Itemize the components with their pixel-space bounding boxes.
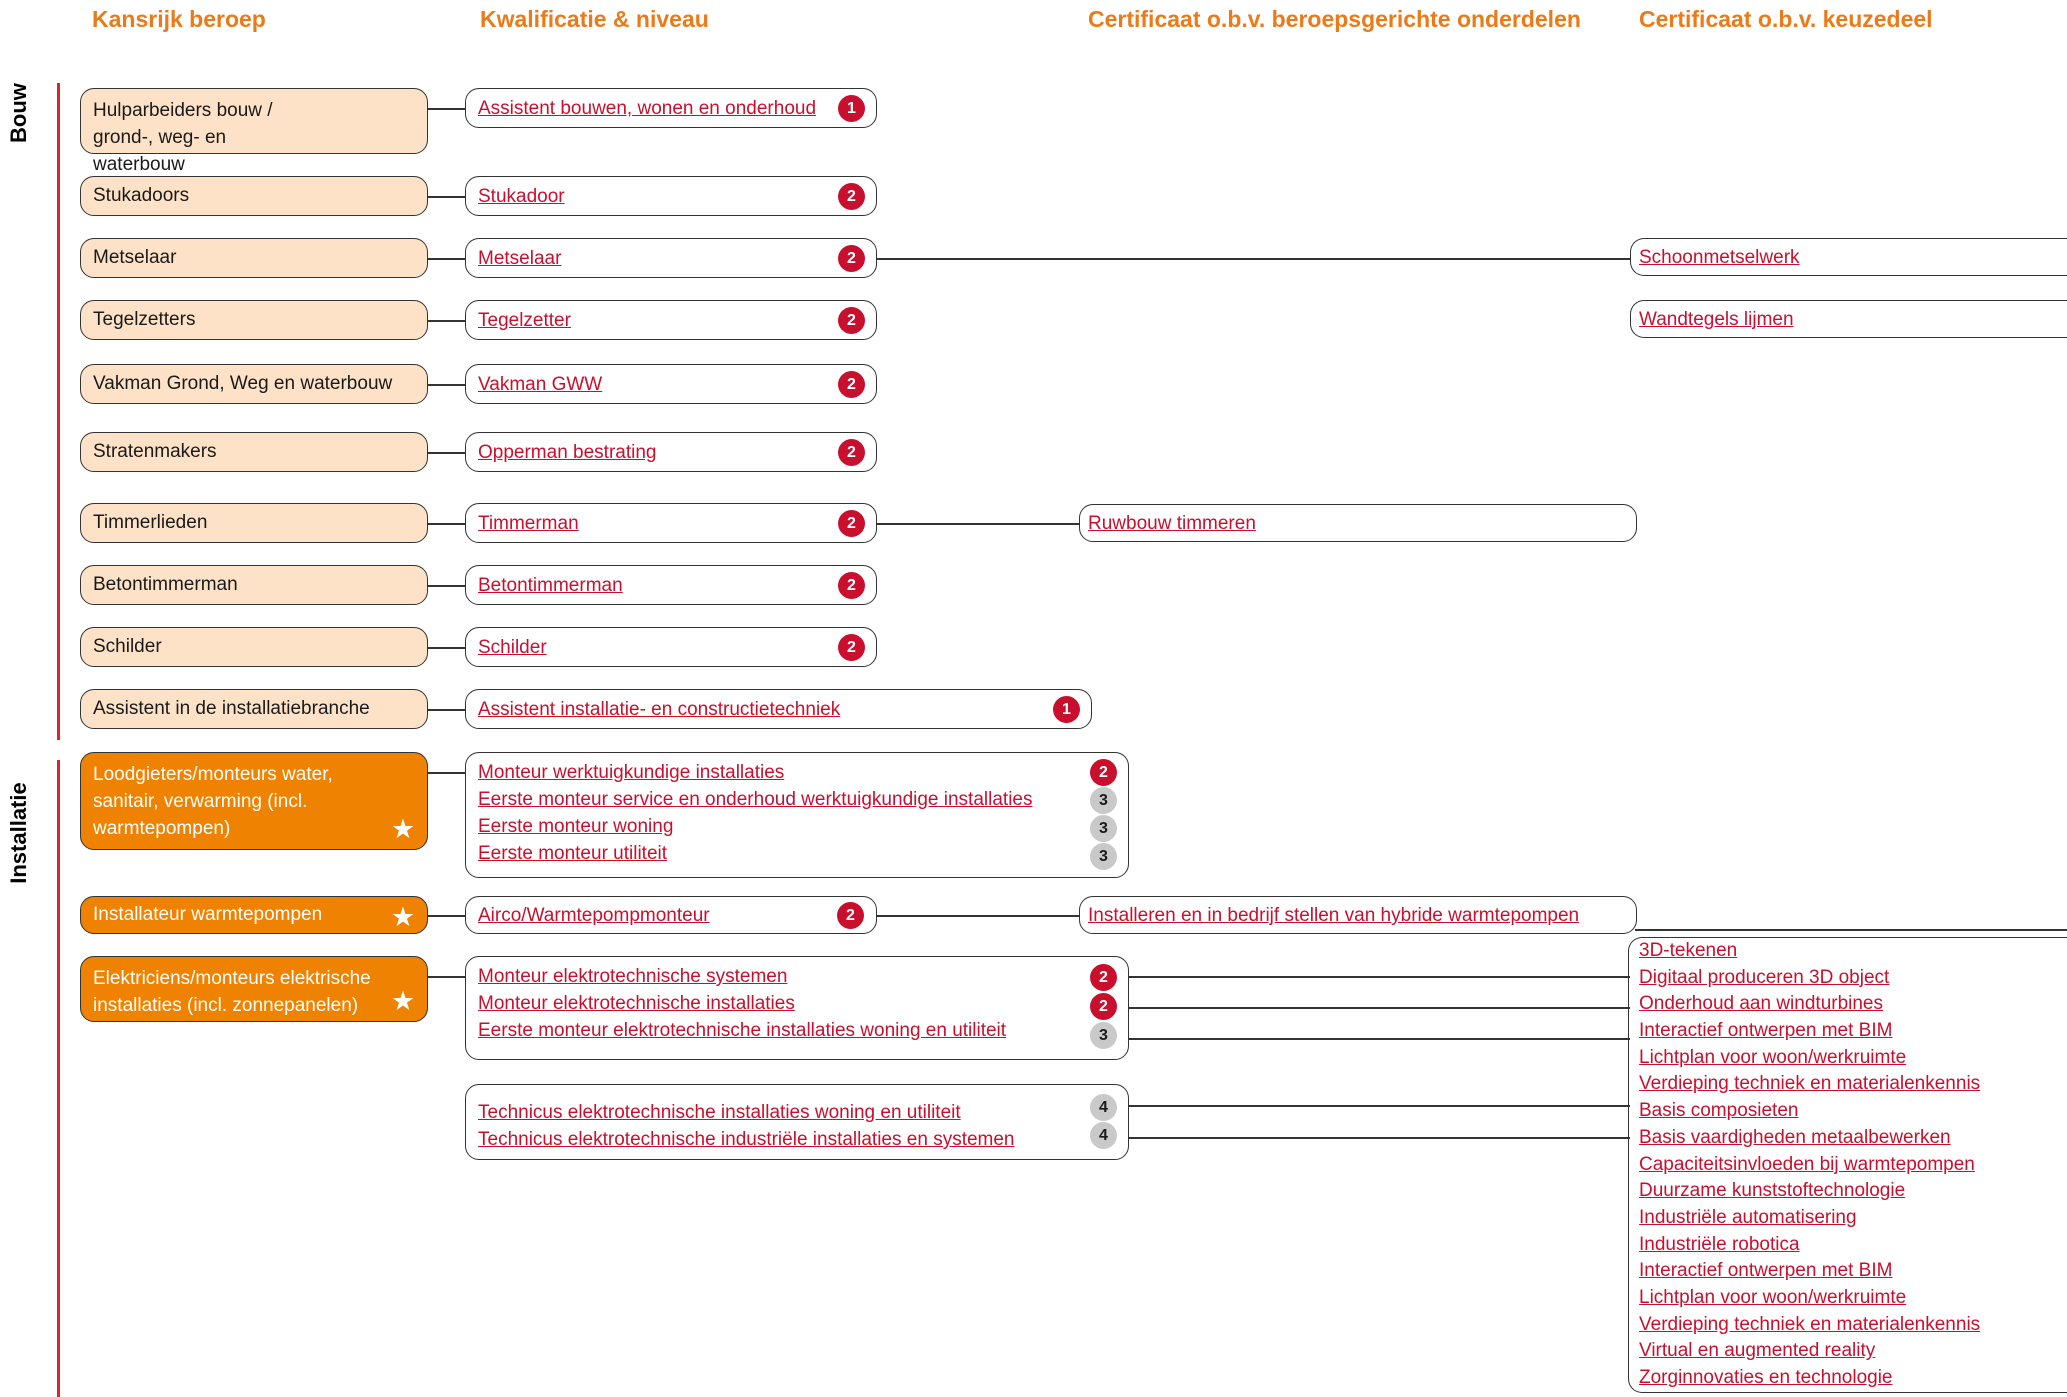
niveau-badge: 2 <box>838 371 865 398</box>
keuzedeel-link[interactable]: Industriële automatisering <box>1639 1206 1857 1228</box>
list-item <box>1639 1258 2067 1285</box>
kwalificatie-link[interactable]: Timmerman <box>478 513 579 534</box>
kwalificatie-link[interactable]: Betontimmerman <box>478 575 623 596</box>
niveau-badge: 2 <box>1090 964 1117 991</box>
list-item <box>1639 1018 2067 1045</box>
beroep-timmerlieden <box>80 503 428 543</box>
keuzedeel-link[interactable]: Duurzame kunststoftechnologie <box>1639 1180 1906 1202</box>
kwalificatie-item <box>478 245 864 272</box>
beroep-label: Tegelzetters <box>93 309 196 330</box>
kwalificatie-item <box>478 1126 1116 1153</box>
kwalificatie-item <box>478 371 864 398</box>
kwalificatie-box <box>465 432 877 472</box>
beroep-assistent-installatiebranche <box>80 689 428 729</box>
beroep-tegelzetters <box>80 300 428 340</box>
connector-line <box>428 647 465 649</box>
beroep-label: Loodgieters/monteurs water, sanitair, verwarming (incl. warmtepompen) <box>93 764 333 839</box>
kwalificatie-link[interactable]: Stukadoor <box>478 186 565 207</box>
kwalificatie-box <box>465 238 877 278</box>
kwalificatie-link[interactable]: Assistent bouwen, wonen en onderhoud <box>478 98 817 119</box>
header-kwalificatie-niveau: Kwalificatie & niveau <box>480 6 709 32</box>
kwalificatie-box <box>465 300 877 340</box>
header-kansrijk-beroep: Kansrijk beroep <box>92 6 266 32</box>
niveau-badge: 2 <box>1090 759 1117 786</box>
connector-line <box>428 258 465 260</box>
kwalificatie-link[interactable]: Schilder <box>478 637 547 658</box>
kwalificatie-item <box>478 510 864 537</box>
header-certificaat-keuzedeel: Certificaat o.b.v. keuzedeel <box>1639 6 1933 32</box>
niveau-badge: 2 <box>838 245 865 272</box>
keuzedeel-link[interactable]: Digitaal produceren 3D object <box>1639 966 1890 988</box>
connector-line <box>1127 1007 1630 1009</box>
keuzedeel-link[interactable]: Lichtplan voor woon/werkruimte <box>1639 1286 1907 1308</box>
beroep-label: Betontimmerman <box>93 574 238 595</box>
keuzedeel-link[interactable]: Interactief ontwerpen met BIM <box>1639 1020 1893 1042</box>
certificaat-beroepsgericht-box <box>1079 504 1637 542</box>
beroep-betontimmerman <box>80 565 428 605</box>
kwalificatie-box <box>465 565 877 605</box>
kwalificatie-box <box>465 752 1129 878</box>
kwalificatie-item <box>478 840 1116 867</box>
beroep-vakman-gww <box>80 364 428 404</box>
kwalificatie-item <box>478 307 864 334</box>
connector-line <box>428 915 465 917</box>
kwalificatie-item <box>478 696 1079 723</box>
connector-line <box>877 523 1079 525</box>
star-icon: ★ <box>390 986 416 1016</box>
kwalificatie-item <box>478 1017 1116 1044</box>
connector-line <box>428 976 465 978</box>
niveau-badge: 2 <box>838 572 865 599</box>
beroep-metselaar <box>80 238 428 278</box>
niveau-badge: 3 <box>1090 815 1117 842</box>
certificaat-link[interactable]: Installeren en in bedrijf stellen van hybride warmtepompen <box>1088 905 1580 926</box>
kwalificatie-item <box>478 183 864 210</box>
list-item <box>1639 1312 2067 1339</box>
beroep-hulparbeiders-bouw <box>80 88 428 175</box>
keuzedeel-link[interactable]: Basis vaardigheden metaalbewerken <box>1639 1126 1951 1148</box>
niveau-badge: 3 <box>1090 1022 1117 1049</box>
kwalificatie-box <box>465 88 877 128</box>
niveau-badge: 4 <box>1090 1094 1117 1121</box>
beroep-label: Elektriciens/monteurs elektrische installaties (incl. zonnepanelen) <box>93 968 371 1016</box>
niveau-badge: 3 <box>1090 843 1117 870</box>
beroep-installateur-warmtepompen <box>80 896 428 934</box>
kwalificatie-link[interactable]: Opperman bestrating <box>478 442 657 463</box>
kwalificatie-link[interactable]: Eerste monteur woning <box>478 816 674 837</box>
connector-line <box>428 452 465 454</box>
kwalificatie-link[interactable]: Monteur elektrotechnische systemen <box>478 966 788 987</box>
keuzedelen-list <box>1628 937 2067 1393</box>
kwalificatie-link[interactable]: Monteur elektrotechnische installaties <box>478 993 795 1014</box>
beroep-label: Hulparbeiders bouw / grond-, weg- en waterbouw <box>93 100 273 175</box>
kwalificatie-item <box>478 963 1116 990</box>
beroep-stukadoors <box>80 176 428 216</box>
connector-line <box>428 196 465 198</box>
kwalificatie-item <box>478 990 1116 1017</box>
kwalificatie-box <box>465 956 1129 1060</box>
niveau-badge: 2 <box>838 634 865 661</box>
kwalificatie-link[interactable]: Technicus elektrotechnische industriële installaties en systemen <box>478 1129 1015 1150</box>
keuzedeel-link[interactable]: Verdieping techniek en materialenkennis <box>1639 1313 1981 1335</box>
kwalificatie-box <box>465 503 877 543</box>
niveau-badge: 2 <box>838 510 865 537</box>
connector-line <box>1127 1105 1630 1107</box>
keuzedeel-link[interactable]: Capaciteitsinvloeden bij warmtepompen <box>1639 1153 1975 1175</box>
connector-line <box>1635 929 2067 931</box>
beroep-label: Timmerlieden <box>93 512 208 533</box>
list-item <box>1639 1178 2067 1205</box>
list-item <box>1639 1125 2067 1152</box>
niveau-badge: 2 <box>1090 993 1117 1020</box>
kwalificatie-link[interactable]: Metselaar <box>478 248 562 269</box>
certificaat-link[interactable]: Schoonmetselwerk <box>1639 247 1800 268</box>
beroep-label: Vakman Grond, Weg en waterbouw <box>93 373 393 394</box>
list-item <box>1639 1152 2067 1179</box>
beroep-stratenmakers <box>80 432 428 472</box>
kwalificatie-link[interactable]: Airco/Warmtepompmonteur <box>478 905 710 926</box>
list-item <box>1639 1285 2067 1312</box>
kwalificatie-item <box>478 813 1116 840</box>
certificaat-link[interactable]: Wandtegels lijmen <box>1639 309 1794 330</box>
kwalificatie-link[interactable]: Tegelzetter <box>478 310 571 331</box>
keuzedeel-link[interactable]: Onderhoud aan windturbines <box>1639 993 1884 1015</box>
kwalificatie-link[interactable]: Eerste monteur service en onderhoud werktuigkundige installaties <box>478 789 1033 810</box>
connector-line <box>877 258 1630 260</box>
star-icon: ★ <box>390 902 416 932</box>
beroep-label: Stukadoors <box>93 185 190 206</box>
kwalificatie-item <box>478 95 864 122</box>
beroep-label: Schilder <box>93 636 162 657</box>
connector-line <box>428 320 465 322</box>
connector-line <box>428 772 465 774</box>
keuzedeel-link[interactable]: Basis composieten <box>1639 1100 1799 1122</box>
keuzedeel-link[interactable]: Interactief ontwerpen met BIM <box>1639 1260 1893 1282</box>
niveau-badge: 2 <box>838 183 865 210</box>
beroep-label: Assistent in de installatiebranche <box>93 698 370 719</box>
kwalificatie-link[interactable]: Vakman GWW <box>478 374 603 395</box>
group-label-bouw: Bouw <box>6 83 31 143</box>
connector-line <box>428 709 465 711</box>
certificaat-keuzedeel-box <box>1630 300 2067 338</box>
header-certificaat-beroepsgericht: Certificaat o.b.v. beroepsgerichte onderdelen <box>1088 6 1581 32</box>
beroep-label: Stratenmakers <box>93 441 217 462</box>
beroep-elektriciens <box>80 956 428 1022</box>
list-item <box>1639 991 2067 1018</box>
kwalificatie-item <box>478 902 864 929</box>
beroep-loodgieters <box>80 752 428 850</box>
beroep-label: Installateur warmtepompen <box>93 904 323 925</box>
connector-line <box>1127 976 1630 978</box>
kwalificatie-box <box>465 176 877 216</box>
niveau-badge: 1 <box>1053 696 1080 723</box>
niveau-badge: 1 <box>838 95 865 122</box>
kwalificatie-link[interactable]: Eerste monteur elektrotechnische installaties woning en utiliteit <box>478 1020 1007 1041</box>
certificaat-keuzedeel-box <box>1630 238 2067 276</box>
niveau-badge: 2 <box>838 307 865 334</box>
keuzedeel-link[interactable]: Zorginnovaties en technologie <box>1639 1367 1893 1388</box>
star-icon: ★ <box>390 814 416 844</box>
kwalificatie-item <box>478 1099 1116 1126</box>
list-item <box>1639 1338 2067 1365</box>
connector-line <box>877 915 1079 917</box>
connector-line <box>428 585 465 587</box>
kwalificatie-link[interactable]: Monteur werktuigkundige installaties <box>478 762 785 783</box>
group-label-installatie: Installatie <box>6 782 31 884</box>
beroep-label: Metselaar <box>93 247 177 268</box>
connector-line <box>428 108 465 110</box>
keuzedeel-link[interactable]: Industriële robotica <box>1639 1233 1800 1255</box>
niveau-badge: 2 <box>838 439 865 466</box>
kwalificatie-item <box>478 759 1116 786</box>
list-item <box>1639 965 2067 992</box>
kwalificatie-item <box>478 439 864 466</box>
kwalificatie-box <box>465 689 1092 729</box>
niveau-badge: 3 <box>1090 787 1117 814</box>
keuzedeel-link[interactable]: Verdieping techniek en materialenkennis <box>1639 1073 1981 1095</box>
list-item <box>1639 1071 2067 1098</box>
list-item <box>1639 938 2067 965</box>
keuzedeel-link[interactable]: 3D-tekenen <box>1639 940 1738 961</box>
beroep-schilder <box>80 627 428 667</box>
list-item <box>1639 1098 2067 1125</box>
keuzedeel-link[interactable]: Lichtplan voor woon/werkruimte <box>1639 1046 1907 1068</box>
kwalificatie-link[interactable]: Assistent installatie- en constructietechniek <box>478 699 841 720</box>
list-item <box>1639 1045 2067 1072</box>
list-item <box>1639 1232 2067 1259</box>
kwalificatie-link[interactable]: Eerste monteur utiliteit <box>478 843 668 864</box>
kwalificatie-box <box>465 896 877 934</box>
group-bar-bouw <box>57 83 60 740</box>
connector-line <box>1127 1137 1630 1139</box>
kwalificatie-box <box>465 364 877 404</box>
certificaat-link[interactable]: Ruwbouw timmeren <box>1088 513 1256 534</box>
connector-line <box>428 523 465 525</box>
list-item <box>1639 1365 2067 1392</box>
certificaat-beroepsgericht-box <box>1079 896 1637 934</box>
list-item <box>1639 1205 2067 1232</box>
kwalificatie-box <box>465 1084 1129 1160</box>
connector-line <box>428 384 465 386</box>
keuzedeel-link[interactable]: Virtual en augmented reality <box>1639 1340 1876 1362</box>
niveau-badge: 2 <box>837 902 864 929</box>
kwalificatie-item <box>478 634 864 661</box>
kwalificatie-link[interactable]: Technicus elektrotechnische installaties woning en utiliteit <box>478 1102 961 1123</box>
kwalificatie-box <box>465 627 877 667</box>
kwalificatie-item <box>478 786 1116 813</box>
connector-line <box>1127 1038 1630 1040</box>
kwalificatie-item <box>478 572 864 599</box>
niveau-badge: 4 <box>1090 1122 1117 1149</box>
group-bar-installatie <box>57 760 60 1397</box>
